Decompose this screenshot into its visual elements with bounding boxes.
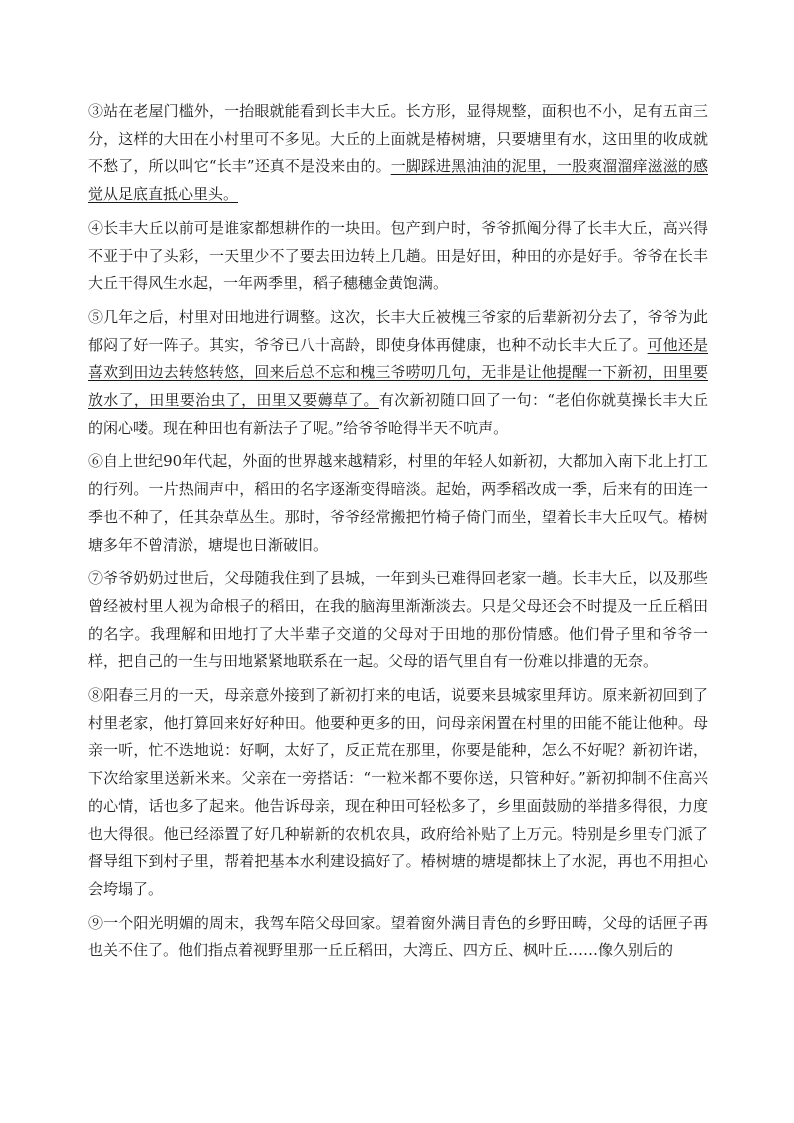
paragraph-3-text: ③站在老屋门槛外，一抬眼就能看到长丰大丘。长方形，显得规整，面积也不小，足有五亩三分，这样的大田在小村里可不多见。大丘的上面就是椿树塘，只要塘里有水，这田里的收成就不愁了，所以叫它“长丰”还真不是没来由的。 <box>88 102 708 176</box>
paragraph-4-text: ④长丰大丘以前可是谁家都想耕作的一块田。包产到户时，爷爷抓阄分得了长丰大丘，高兴得不亚于中了头彩，一天里少不了要去田边转上几趟。田是好田，种田的亦是好手。爷爷在长丰大丘干得风生水起，一年两季里，稻子穗穗金黄饱满。 <box>88 218 708 293</box>
paragraph-5-text-end: 有次新初随口回了一句：“老伯你就莫操长丰大丘的闲心喽。现在种田也有新法子了呢。”给爷爷呛得半天不吭声。 <box>88 391 708 437</box>
paragraph-6 <box>88 448 708 559</box>
paragraph-6-text: ⑥自上世纪90年代起，外面的世界越来越精彩，村里的年轻人如新初，大都加入南下北上打工的行列。一片热闹声中，稻田的名字逐渐变得暗淡。起始，两季稻改成一季，后来有的田连一季也不种了，任其杂草丛生。那时，爷爷经常搬把竹椅子倚门而坐，望着长丰大丘叹气。椿树塘多年不曾清淤，塘堤也日渐破旧。 <box>88 452 708 554</box>
paragraph-5-underlined-sentence: 可他还是喜欢到田边去转悠转悠，回来后总不忘和槐三爷唠叨几句，无非是让他提醒一下新初，田里要放水了，田里要治虫了，田里又要薅草了。 <box>88 335 708 410</box>
paragraph-3-underlined-sentence: 一脚踩进黑油油的泥里，一股爽溜溜痒滋滋的感觉从足底直抵心里头。 <box>88 157 708 204</box>
paragraph-3 <box>88 98 708 209</box>
paragraph-9 <box>88 910 708 965</box>
paragraph-8 <box>88 682 708 904</box>
paragraph-7-text: ⑦爷爷奶奶过世后，父母随我住到了县城，一年到头已难得回老家一趟。长丰大丘，以及那些曾经被村里人视为命根子的稻田，在我的脑海里渐渐淡去。只是父母还会不时提及一丘丘稻田的名字。我理解和田地打了大半辈子交道的父母对于田地的那份情感。他们骨子里和爷爷一样，把自己的一生与田地紧紧地联系在一起。父母的语气里自有一份难以排遣的无奈。 <box>88 569 708 671</box>
paragraph-7 <box>88 565 708 676</box>
article-body <box>88 98 708 971</box>
paragraph-5 <box>88 304 708 443</box>
paragraph-4 <box>88 215 708 298</box>
paragraph-8-text: ⑧阳春三月的一天，母亲意外接到了新初打来的电话，说要来县城家里拜访。原来新初回到了村里老家，他打算回来好好种田。他要种更多的田，问母亲闲置在村里的田能不能让他种。母亲一听，忙不迭地说：好啊，太好了，反正荒在那里，你要是能种，怎么不好呢？新初许诺，下次给家里送新米来。父亲在一旁搭话：“一粒米都不要你送，只管种好。”新初抑制不住高兴的心情，话也多了起来。他告诉母亲，现在种田可轻松多了，乡里面鼓励的举措多得很，力度也大得很。他已经添置了好几种崭新的农机农具，政府给补贴了上万元。特别是乡里专门派了督导组下到村子里，帮着把基本水利建设搞好了。椿树塘的塘堤都抹上了水泥，再也不用担心会垮塌了。 <box>88 686 708 898</box>
paragraph-9-text: ⑨一个阳光明媚的周末，我驾车陪父母回家。望着窗外满目青色的乡野田畴，父母的话匣子再也关不住了。他们指点着视野里那一丘丘稻田，大湾丘、四方丘、枫叶丘……像久别后的 <box>88 913 708 960</box>
paragraph-5-text-start: ⑤几年之后，村里对田地进行调整。这次，长丰大丘被槐三爷家的后辈新初分去了，爷爷为此郁闷了好一阵子。其实，爷爷已八十高龄，即使身体再健康，也种不动长丰大丘了。 <box>88 307 708 354</box>
